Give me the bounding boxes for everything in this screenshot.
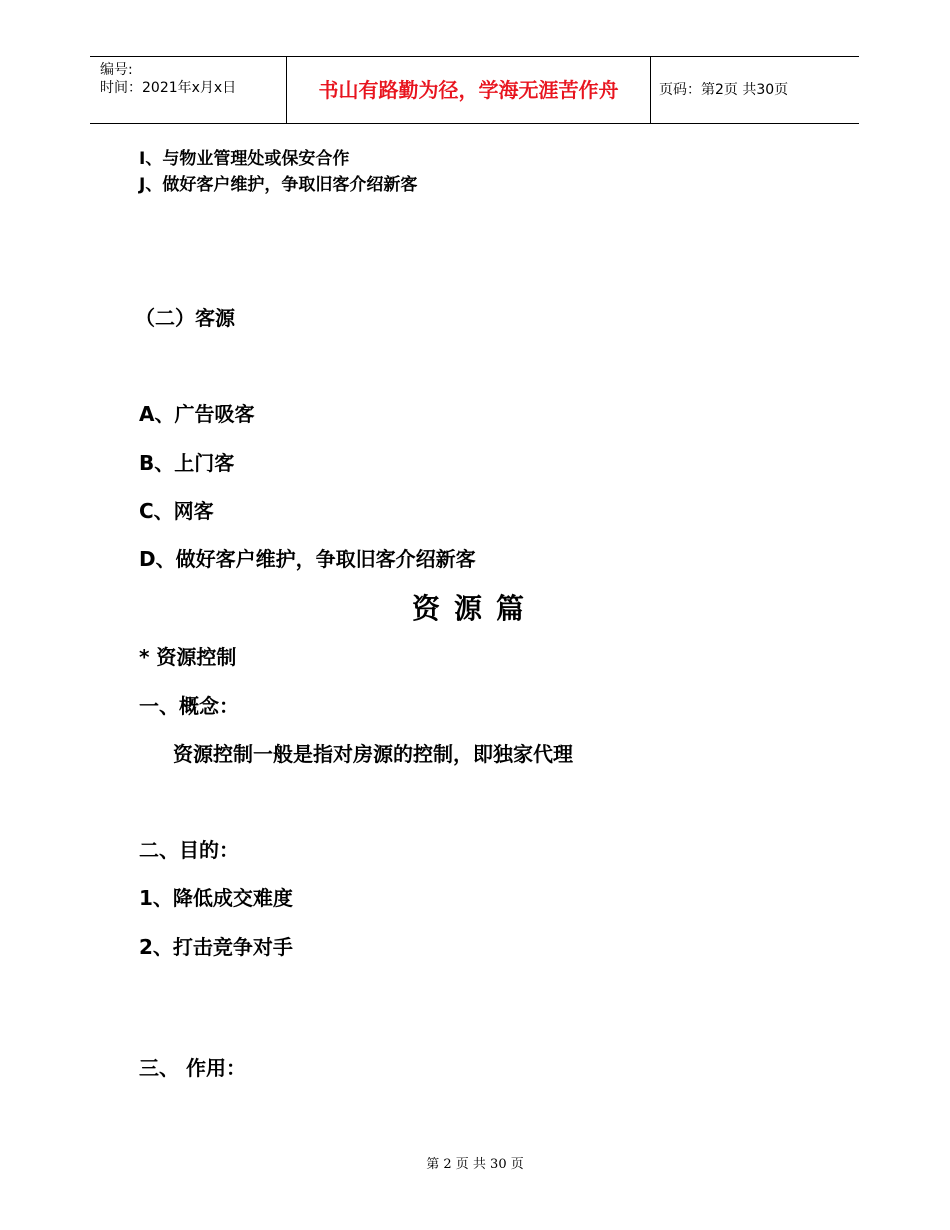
motto-text: 书山有路勤为径，学海无涯苦作舟	[318, 78, 619, 102]
list-item-b: B、上门客	[139, 451, 235, 475]
concept-text: 资源控制一般是指对房源的控制，即独家代理	[173, 742, 573, 766]
list-item-a: A、广告吸客	[139, 402, 255, 426]
list-item-j: J、做好客户维护，争取旧客介绍新客	[139, 175, 418, 195]
header-page-cell	[650, 57, 859, 123]
header-page-number: 页码：第2页 共30页	[659, 82, 789, 98]
page-footer: 第 2 页 共 30 页	[426, 1157, 524, 1172]
list-item-i: I、与物业管理处或保安合作	[139, 149, 350, 169]
list-item-c: C、网客	[139, 499, 214, 523]
concept-heading: 一、概念：	[139, 694, 239, 718]
purpose-heading: 二、目的：	[139, 838, 239, 862]
page-header	[90, 56, 859, 124]
chapter-title: 资源篇	[411, 592, 538, 625]
list-item-d: D、做好客户维护，争取旧客介绍新客	[139, 547, 476, 571]
purpose-item-1: 1、降低成交难度	[139, 886, 293, 910]
code-label: 编号:	[100, 62, 133, 78]
purpose-item-2: 2、打击竞争对手	[139, 935, 293, 959]
effect-heading: 三、 作用：	[139, 1056, 246, 1080]
header-motto-cell	[286, 57, 651, 123]
header-info-cell	[90, 57, 286, 123]
time-label: 时间：2021年x月x日	[100, 80, 237, 96]
resource-control-item: * 资源控制	[139, 645, 237, 669]
section-heading-customer-source: （二）客源	[135, 306, 235, 330]
